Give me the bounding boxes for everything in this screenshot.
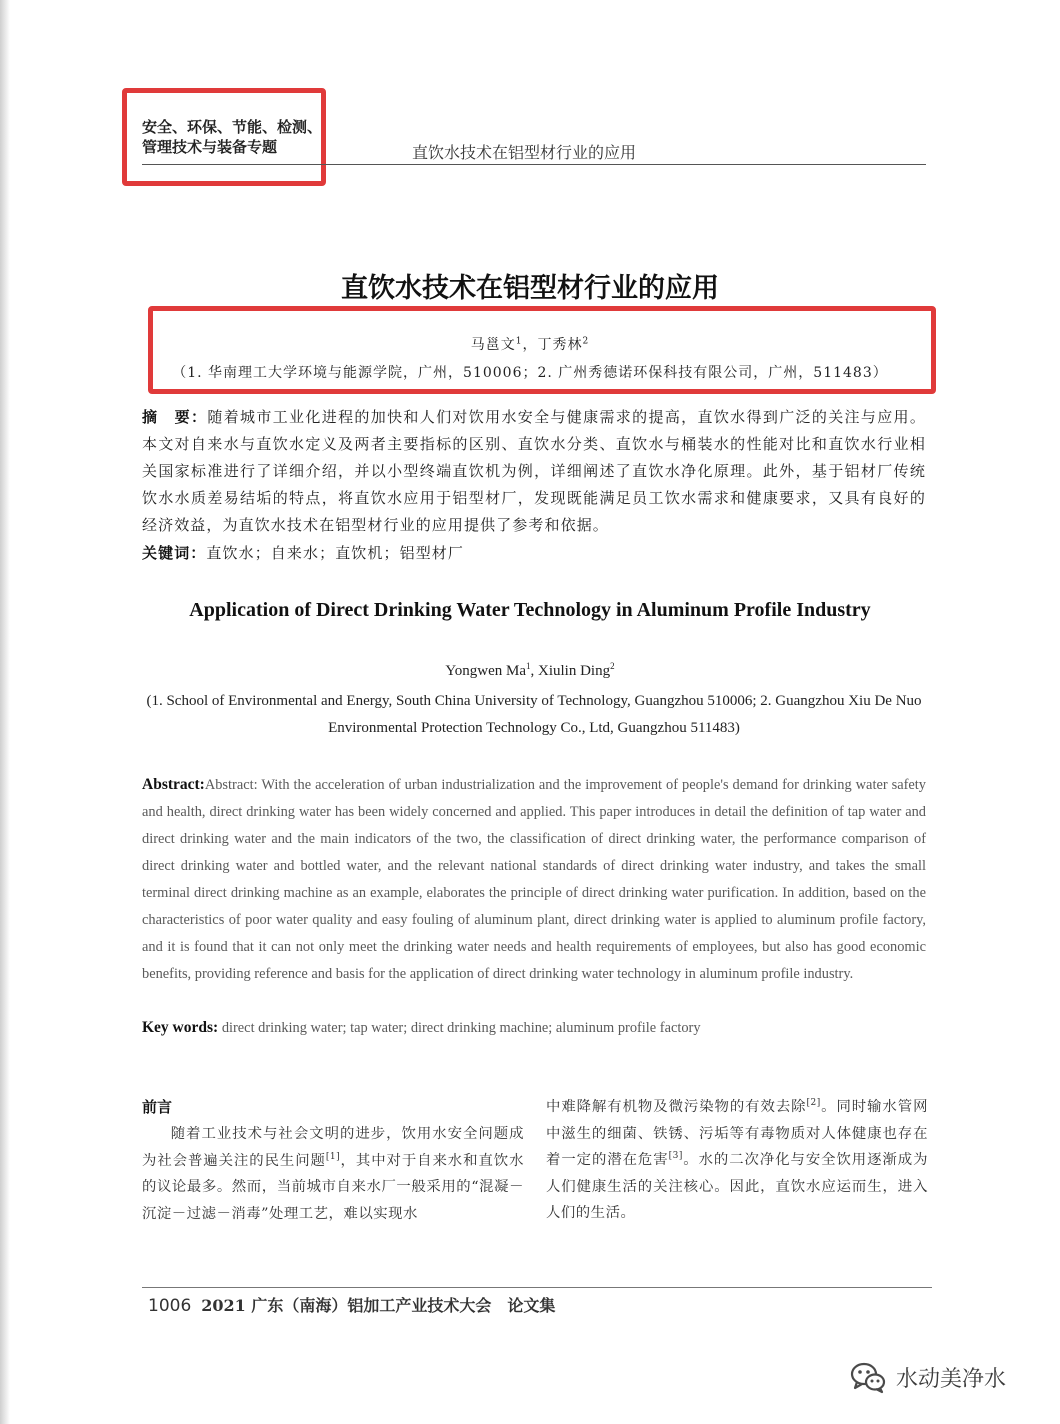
chinese-title: 直饮水技术在铝型材行业的应用 bbox=[341, 273, 719, 304]
page-edge-shadow bbox=[0, 0, 10, 1424]
page-footer bbox=[148, 1293, 555, 1316]
intro-right-text-2: 。同时输水管网中滋生的细菌、铁锈、污垢等有毒物质对人体健康也存在着一定的潜在危害 bbox=[546, 1099, 928, 1168]
wechat-logo-icon bbox=[848, 1357, 888, 1397]
watermark-text: 水动美净水 bbox=[896, 1366, 1007, 1392]
section-label-line2: 管理技术与装备专题 bbox=[142, 138, 278, 156]
intro-left-text-1: 随着工业技术与社会文明的进步，饮用水安全问题成为社会普遍关注的民生问题 bbox=[142, 1126, 524, 1169]
english-affiliation: (1. School of Environmental and Energy, South China University of Technology, Guangzhou 510006; 2. Guangzhou Xiu De Nuo Environmental Protection Technology Co., Ltd, Guangzhou 511483) bbox=[146, 693, 922, 736]
english-title: Application of Direct Drinking Water Technology in Aluminum Profile Industry bbox=[189, 599, 871, 621]
chinese-keywords bbox=[142, 540, 926, 567]
running-title: 直饮水技术在铝型材行业的应用 bbox=[412, 143, 637, 162]
keywords-text-en: direct drinking water; tap water; direct drinking machine; aluminum profile factory bbox=[221, 1020, 701, 1036]
intro-right-column bbox=[546, 1094, 928, 1227]
intro-left-column bbox=[142, 1094, 524, 1227]
author-separator-en: , bbox=[530, 663, 538, 679]
author-separator: ， bbox=[522, 337, 538, 353]
page-number: 1006 bbox=[148, 1296, 192, 1316]
section-label bbox=[142, 117, 322, 157]
author-1-en: Yongwen Ma bbox=[445, 663, 526, 679]
citation-3: [3] bbox=[668, 1151, 683, 1162]
intro-left-text-2: ，其中对于自来水和直饮水的议论最多。然而，当前城市自来水厂一般采用的“混凝－沉淀－过滤－消毒”处理工艺，难以实现水 bbox=[142, 1152, 524, 1222]
footer-rule bbox=[142, 1287, 932, 1288]
intro-right-text-3: 。水的二次净化与安全饮用逐渐成为人们健康生活的关注核心。因此，直饮水应运而生，进入人们的生活。 bbox=[546, 1152, 928, 1221]
header-rule bbox=[142, 164, 926, 165]
english-authors bbox=[0, 663, 1060, 680]
chinese-abstract bbox=[142, 404, 926, 539]
section-label-line1: 安全、环保、节能、检测、 bbox=[142, 118, 323, 136]
english-abstract bbox=[142, 771, 926, 988]
citation-2: [2] bbox=[806, 1098, 821, 1109]
author-1-cn: 马邕文 bbox=[470, 337, 516, 353]
english-keywords bbox=[142, 1014, 926, 1042]
abstract-text-en: Abstract: With the acceleration of urban industrialization and the improvement of people's demand for drinking water safety and health, direct drinking water has been widely concerned and applied. This paper introduces in detail the definition of tap water and direct drinking water and the main indicators of the two, the classification of direct drinking water, the performance comparison of direct drinking water and bottled water, and the relevant national standards of direct drinking water industry, and takes the small terminal direct drinking machine as an example, elaborates the principle of direct drinking water purification. In addition, based on the characteristics of poor water quality and easy fouling of aluminum plant, direct drinking water is applied to aluminum profile factory, and it is found that it can not only meet the drinking water needs and health requirements of employees, but also has good economic benefits, providing reference and basis for the application of direct drinking water technology in aluminum profile industry. bbox=[142, 777, 926, 982]
intro-paragraph-right bbox=[546, 1094, 928, 1227]
intro-right-text-1: 中难降解有机物及微污染物的有效去除 bbox=[546, 1099, 807, 1115]
keywords-label-cn: 关键词： bbox=[142, 544, 207, 562]
author-1-sup: 1 bbox=[515, 336, 523, 347]
author-2-sup: 2 bbox=[582, 336, 590, 347]
abstract-label-cn: 摘 要： bbox=[142, 408, 208, 426]
author-2-en: Xiulin Ding bbox=[537, 663, 611, 679]
watermark bbox=[848, 1357, 1006, 1397]
author-2-cn: 丁秀林 bbox=[537, 337, 583, 353]
chinese-affiliation: （1. 华南理工大学环境与能源学院，广州，510006；2. 广州秀德诺环保科技有限公司，广州，511483） bbox=[172, 365, 888, 381]
intro-heading: 前言 bbox=[142, 1098, 173, 1116]
author-2-en-sup: 2 bbox=[610, 661, 615, 671]
conference-name: 2021 广东（南海）铝加工产业技术大会 论文集 bbox=[201, 1296, 556, 1315]
keywords-text-cn: 直饮水；自来水；直饮机；铝型材厂 bbox=[206, 544, 465, 562]
keywords-label-en: Key words: bbox=[142, 1019, 219, 1036]
intro-paragraph-left bbox=[142, 1121, 524, 1227]
abstract-text-cn: 随着城市工业化进程的加快和人们对饮用水安全与健康需求的提高，直饮水得到广泛的关注与应用。本文对自来水与直饮水定义及两者主要指标的区别、直饮水分类、直饮水与桶装水的性能对比和直饮水行业相关国家标准进行了详细介绍，并以小型终端直饮机为例，详细阐述了直饮水净化原理。此外，基于铝材厂传统饮水水质差易结垢的特点，将直饮水应用于铝型材厂，发现既能满足员工饮水需求和健康要求，又具有良好的经济效益，为直饮水技术在铝型材行业的应用提供了参考和依据。 bbox=[142, 408, 926, 534]
author-1-en-sup: 1 bbox=[525, 661, 531, 671]
abstract-label-en: Abstract: bbox=[142, 776, 205, 793]
citation-1: [1] bbox=[325, 1151, 341, 1162]
chinese-authors bbox=[0, 334, 1060, 354]
